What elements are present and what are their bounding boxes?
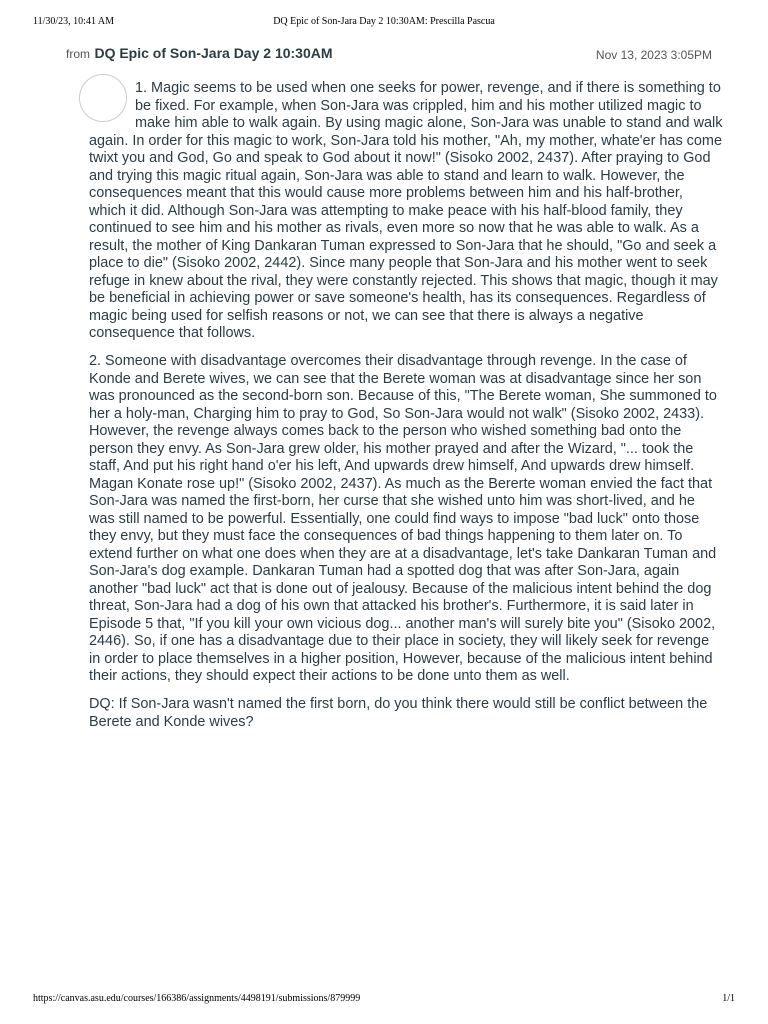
print-footer bbox=[33, 993, 735, 1007]
from-label: from bbox=[66, 47, 90, 61]
post-date: Nov 13, 2023 3:05PM bbox=[595, 48, 712, 62]
post-body bbox=[89, 80, 723, 742]
print-header bbox=[33, 16, 735, 32]
post-header bbox=[66, 45, 712, 69]
discussion-question: DQ: If Son-Jara wasn't named the first born, do you think there would still be conflict between the Berete and Konde wives? bbox=[89, 696, 708, 730]
print-date: 11/30/23, 10:41 AM bbox=[33, 16, 115, 27]
page-url: https://canvas.asu.edu/courses/166386/assignments/4498191/submissions/879999 bbox=[33, 993, 361, 1004]
paragraph-2: 2. Someone with disadvantage overcomes their disadvantage through revenge. In the case of Konde and Berete wives, we can see that the Berete woman was at disadvantage since her son was pronounced as the second-born son. Because of this, "The Berete woman, She summoned to her a holy-man, Charging him to pray to God, So Son-Jara would not walk" (Sisoko 2002, 2433). However, the revenge always comes back to the person who wished something bad onto the person they envy. As Son-Jara grew older, his mother prayed and after the Wizard, "... took the staff, And put his right hand o'er his left, And upwards drew himself, And upwards drew himself. Magan Konate rose up!" (Sisoko 2002, 2437). As much as the Bererte woman envied the fact that Son-Jara was named the first-born, her curse that she wished unto him was short-lived, and he was still named to be powerful. Essentially, one could find ways to impose "bad luck" onto those they envy, but they must face the consequences of bad things happening to them later on. To extend further on what one does when they are at a disadvantage, let's take Dankaran Tuman and Son-Jara's dog example. Dankaran Tuman had a spotted dog that was after Son-Jara, again another "bad luck" act that is done out of jealousy. Because of the malicious intent behind the dog threat, Son-Jara had a dog of his own that attacked his brother's. Furthermore, it is said later in Episode 5 that, "If you kill your own vicious dog... another man's will surely bite you" (Sisoko 2002, 2446). So, if one has a disadvantage due to their place in society, they will likely seek for revenge in order to place themselves in a higher position, However, because of the malicious intent behind their actions, they should expect their actions to be done unto them as well. bbox=[89, 353, 717, 684]
page-number: 1/1 bbox=[722, 993, 735, 1004]
print-document-title: DQ Epic of Son-Jara Day 2 10:30AM: Prescilla Pascua bbox=[273, 16, 495, 27]
paragraph-1: 1. Magic seems to be used when one seeks for power, revenge, and if there is something to be fixed. For example, when Son-Jara was crippled, him and his mother utilized magic to make him able to walk again. By using magic alone, Son-Jara was unable to stand and walk again. In order for this magic to work, Son-Jara told his mother, "Ah, my mother, whate'er has come twixt you and God, Go and speak to God about it now!" (Sisoko 2002, 2437). After praying to God and trying this magic ritual again, Son-Jara was able to stand and learn to walk. However, the consequences meant that this would cause more problems between him and his half-brother, which it did. Although Son-Jara was attempting to make peace with his half-blood family, they continued to see him and his mother as rivals, even more so now that he was able to walk. As a result, the mother of King Dankaran Tuman expressed to Son-Jara that he should, "Go and seek a place to die" (Sisoko 2002, 2442). Since many people that Son-Jara and his mother went to seek refuge in knew about the rival, they were constantly rejected. This shows that magic, though it may be beneficial in achieving power or save someone's health, has its consequences. Regardless of magic being used for selfish reasons or not, we can see that there is always a negative consequence that follows. bbox=[89, 80, 723, 341]
topic-link[interactable]: DQ Epic of Son-Jara Day 2 10:30AM bbox=[94, 45, 333, 61]
